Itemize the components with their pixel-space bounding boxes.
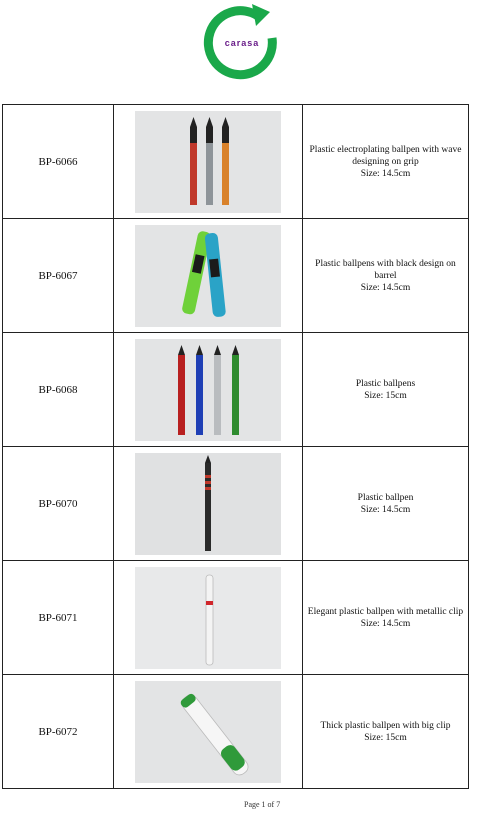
product-photo (135, 681, 281, 783)
page-number: Page 1 of 7 (244, 800, 281, 809)
table-row (3, 561, 469, 675)
logo-wordmark: carasa (224, 38, 260, 48)
product-size: Size: 14.5cm (360, 504, 411, 515)
product-size: Size: 15cm (364, 390, 407, 401)
product-photo (135, 567, 281, 669)
table-row (3, 333, 469, 447)
table-row (3, 105, 469, 219)
product-description: Elegant plastic ballpen with metallic clip (307, 606, 464, 617)
product-table (2, 104, 469, 789)
product-code: BP-6071 (3, 561, 114, 675)
product-description: Thick plastic ballpen with big clip (320, 720, 451, 731)
product-code: BP-6066 (3, 105, 114, 219)
product-size: Size: 14.5cm (360, 282, 411, 293)
product-photo (135, 339, 281, 441)
product-description: Plastic electroplating ballpen with wave designing on grip (309, 144, 462, 167)
table-row (3, 447, 469, 561)
product-photo (135, 111, 281, 213)
product-size: Size: 14.5cm (360, 618, 411, 629)
product-photo (135, 225, 281, 327)
product-code: BP-6070 (3, 447, 114, 561)
table-row (3, 219, 469, 333)
company-logo (198, 2, 284, 84)
product-size: Size: 14.5cm (360, 168, 411, 179)
table-row (3, 675, 469, 789)
product-code: BP-6072 (3, 675, 114, 789)
product-description: Plastic ballpens with black design on barrel (315, 258, 456, 281)
product-description: Plastic ballpen (357, 492, 414, 503)
product-description: Plastic ballpens (355, 378, 416, 389)
product-size: Size: 15cm (364, 732, 407, 743)
product-code: BP-6068 (3, 333, 114, 447)
product-code: BP-6067 (3, 219, 114, 333)
product-photo (135, 453, 281, 555)
